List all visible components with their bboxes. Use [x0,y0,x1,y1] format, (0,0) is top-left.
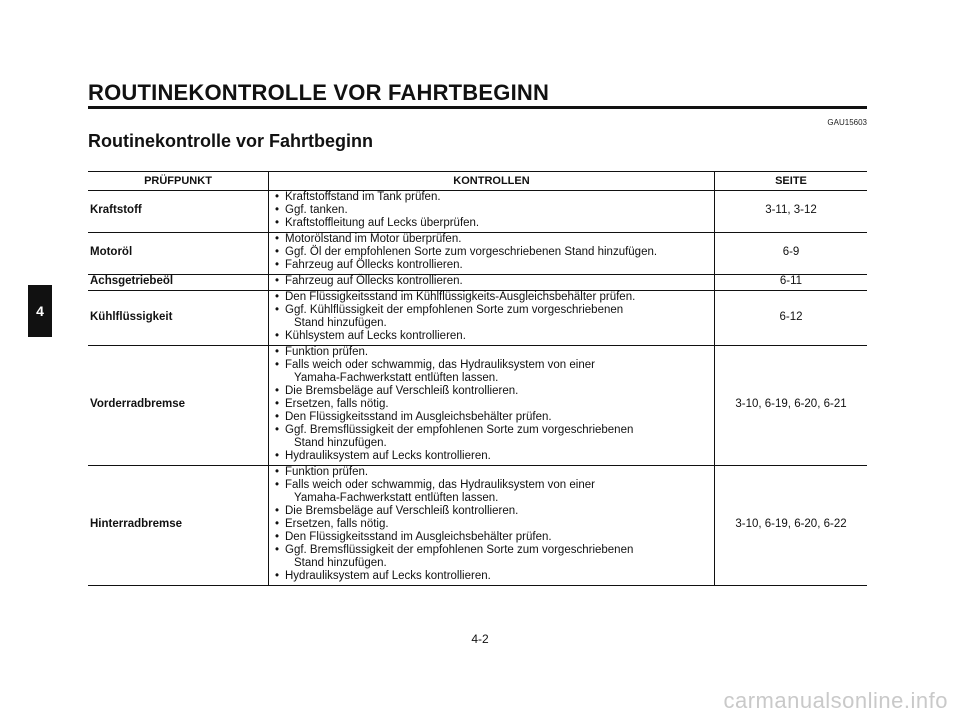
check-bullet-item: • Ggf. Kühlflüssigkeit der empfohlenen Sorte zum vorgeschriebenen [272,304,714,317]
watermark: carmanualsonline.info [723,688,948,713]
check-bullet-item: • Den Flüssigkeitsstand im Kühlflüssigkeits-Ausgleichsbehälter prüfen. [272,291,714,304]
check-bullet-item: • Hydrauliksystem auf Lecks kontrollieren. [272,450,714,463]
chapter-tab [28,285,52,337]
check-continuation: Stand hinzufügen. [294,437,387,449]
table-row [88,191,867,233]
check-bullet-item: • Kühlsystem auf Lecks kontrollieren. [272,330,714,343]
check-continuation: Stand hinzufügen. [294,557,387,569]
table-row [88,346,867,466]
header-rule [88,106,867,109]
check-continuation: Stand hinzufügen. [294,317,387,329]
row-checks [269,346,715,466]
row-page-ref: 3-11, 3-12 [715,191,868,233]
check-bullet-item: • Ggf. Bremsflüssigkeit der empfohlenen Sorte zum vorgeschriebenen [272,424,714,437]
check-bullet-item: • Ersetzen, falls nötig. [272,398,714,411]
page-number: 4-2 [471,632,489,646]
row-item-label: Kühlflüssigkeit [88,291,269,346]
check-bullet-item: • Den Flüssigkeitsstand im Ausgleichsbehälter prüfen. [272,411,714,424]
page-header-title: ROUTINEKONTROLLE VOR FAHRTBEGINN [88,80,550,105]
check-bullet-item: • Den Flüssigkeitsstand im Ausgleichsbehälter prüfen. [272,531,714,544]
check-bullet-item: • Ggf. tanken. [272,204,714,217]
check-bullet-item: • Motorölstand im Motor überprüfen. [272,233,714,246]
row-page-ref: 6-12 [715,291,868,346]
header-page: SEITE [715,172,868,191]
row-page-ref: 3-10, 6-19, 6-20, 6-21 [715,346,868,466]
check-bullet-item: • Ggf. Öl der empfohlenen Sorte zum vorgeschriebenen Stand hinzufügen. [272,246,714,259]
section-title: Routinekontrolle vor Fahrtbeginn [88,131,374,151]
row-item-label: Achsgetriebeöl [88,275,269,291]
row-page-ref: 6-9 [715,233,868,275]
row-item-label: Vorderradbremse [88,346,269,466]
reference-code: GAU15603 [827,118,867,127]
check-bullet-item: • Kraftstoffstand im Tank prüfen. [272,191,714,204]
row-checks [269,191,715,233]
table-row [88,233,867,275]
row-checks [269,291,715,346]
table-row [88,291,867,346]
check-bullet-item: • Fahrzeug auf Öllecks kontrollieren. [272,259,714,272]
check-bullet-item: • Funktion prüfen. [272,346,714,359]
table-header-row [88,172,867,191]
row-page-ref: 6-11 [715,275,868,291]
check-bullet-item: • Ersetzen, falls nötig. [272,518,714,531]
row-checks [269,275,715,291]
check-bullet-item: • Die Bremsbeläge auf Verschleiß kontrollieren. [272,385,714,398]
row-item-label: Motoröl [88,233,269,275]
table-row [88,275,867,291]
check-bullet-item: • Die Bremsbeläge auf Verschleiß kontrollieren. [272,505,714,518]
check-continuation: Yamaha-Fachwerkstatt entlüften lassen. [294,372,499,384]
row-checks [269,466,715,586]
check-bullet-item: • Falls weich oder schwammig, das Hydrauliksystem von einer [272,359,714,372]
table-body [88,191,867,586]
row-item-label: Hinterradbremse [88,466,269,586]
check-continuation: Yamaha-Fachwerkstatt entlüften lassen. [294,492,499,504]
header-checks: KONTROLLEN [269,172,715,191]
check-bullet-item: • Falls weich oder schwammig, das Hydrauliksystem von einer [272,479,714,492]
check-bullet-item: • Funktion prüfen. [272,466,714,479]
check-bullet-item: • Ggf. Bremsflüssigkeit der empfohlenen Sorte zum vorgeschriebenen [272,544,714,557]
chapter-tab-label: 4 [36,303,44,319]
row-checks [269,233,715,275]
row-item-label: Kraftstoff [88,191,269,233]
inspection-table [88,171,867,586]
row-page-ref: 3-10, 6-19, 6-20, 6-22 [715,466,868,586]
table-row [88,466,867,586]
header-item: PRÜFPUNKT [88,172,269,191]
check-bullet-item: • Kraftstoffleitung auf Lecks überprüfen. [272,217,714,230]
check-bullet-item: • Hydrauliksystem auf Lecks kontrollieren. [272,570,714,583]
check-bullet-item: • Fahrzeug auf Öllecks kontrollieren. [272,275,714,288]
